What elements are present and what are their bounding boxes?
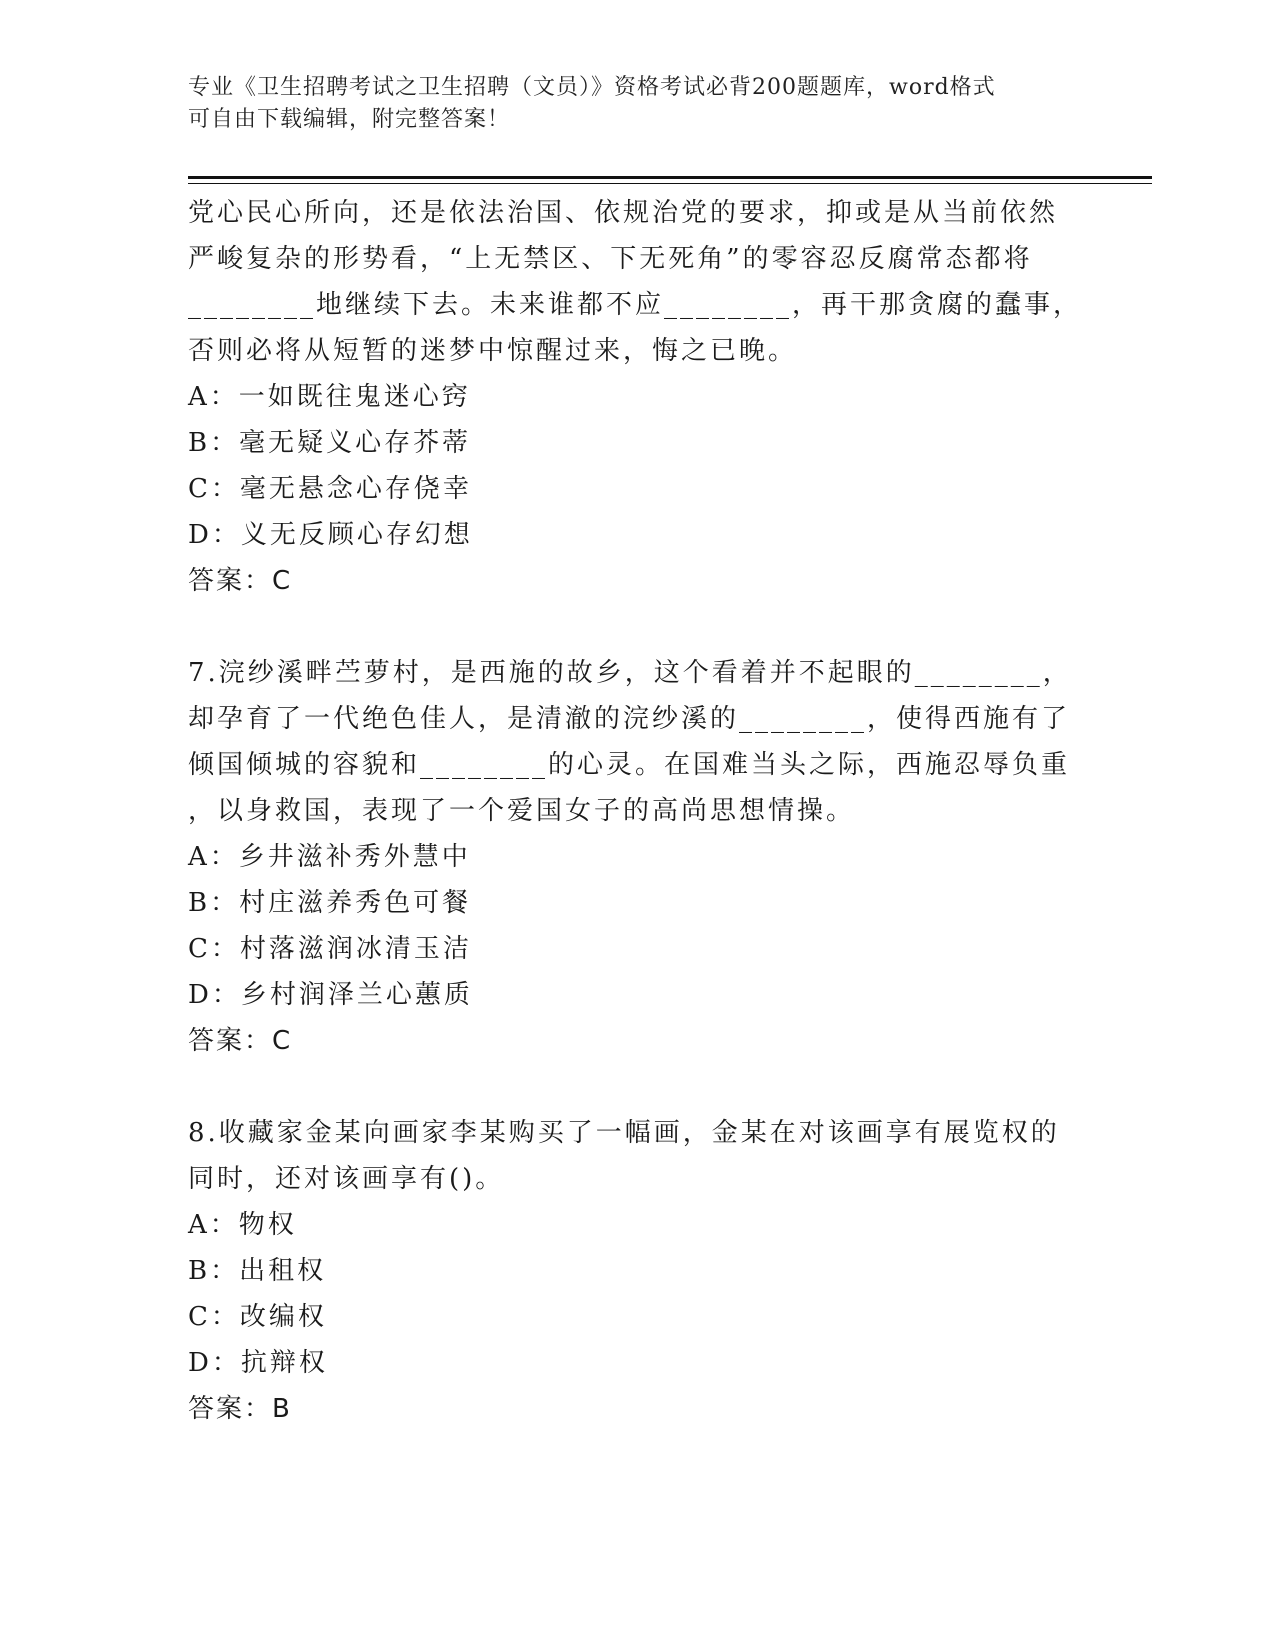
option-b: B：出租权: [188, 1256, 327, 1286]
option-d: D：乡村润泽兰心蕙质: [188, 980, 473, 1010]
question-8: [188, 1110, 1088, 1432]
option-a: A：一如既往鬼迷心窍: [188, 382, 471, 412]
question-text-line: 否则必将从短暂的迷梦中惊醒过来，悔之已晚。: [188, 336, 798, 366]
option-b: B：村庄滋养秀色可餐: [188, 888, 472, 918]
header-rule-thin: [188, 183, 1152, 184]
question-text-line: 同时，还对该画享有()。: [188, 1164, 505, 1194]
option-d: D：抗辩权: [188, 1348, 328, 1378]
option-d: D：义无反顾心存幻想: [188, 520, 473, 550]
document-header: [188, 72, 1088, 136]
question-text-line: 8.收藏家金某向画家李某购买了一幅画，金某在对该画享有展览权的: [188, 1118, 1060, 1148]
option-a: A：乡井滋补秀外慧中: [188, 842, 471, 872]
answer: 答案：C: [188, 1026, 293, 1056]
header-line-2: 可自由下载编辑，附完整答案！: [188, 107, 511, 132]
option-b: B：毫无疑义心存芥蒂: [188, 428, 472, 458]
question-6: [188, 190, 1088, 604]
question-text-line: 党心民心所向，还是依法治国、依规治党的要求，抑或是从当前依然: [188, 198, 1059, 228]
answer: 答案：B: [188, 1394, 292, 1424]
option-c: C：毫无悬念心存侥幸: [188, 474, 472, 504]
answer: 答案：C: [188, 566, 293, 596]
option-c: C：村落滋润冰清玉洁: [188, 934, 472, 964]
question-7: [188, 650, 1088, 1064]
spacer: [188, 1064, 1088, 1110]
document-body: [188, 190, 1088, 1432]
header-line-1: 专业《卫生招聘考试之卫生招聘（文员）》资格考试必背200题题库，word格式: [188, 75, 996, 100]
option-a: A：物权: [188, 1210, 297, 1240]
question-text-line: ________地继续下去。未来谁都不应________，再干那贪腐的蠢事，: [188, 290, 1083, 320]
question-text-line: 严峻复杂的形势看，“上无禁区、下无死角”的零容忍反腐常态都将: [188, 244, 1033, 274]
header-rule-thick: [188, 176, 1152, 179]
question-text-line: 倾国倾城的容貌和________的心灵。在国难当头之际，西施忍辱负重: [188, 750, 1071, 780]
question-text-line: ，以身救国，表现了一个爱国女子的高尚思想情操。: [188, 796, 856, 826]
spacer: [188, 604, 1088, 650]
question-text-line: 7.浣纱溪畔苎萝村，是西施的故乡，这个看着并不起眼的________，: [188, 658, 1072, 688]
option-c: C：改编权: [188, 1302, 327, 1332]
question-text-line: 却孕育了一代绝色佳人，是清澈的浣纱溪的________，使得西施有了: [188, 704, 1071, 734]
